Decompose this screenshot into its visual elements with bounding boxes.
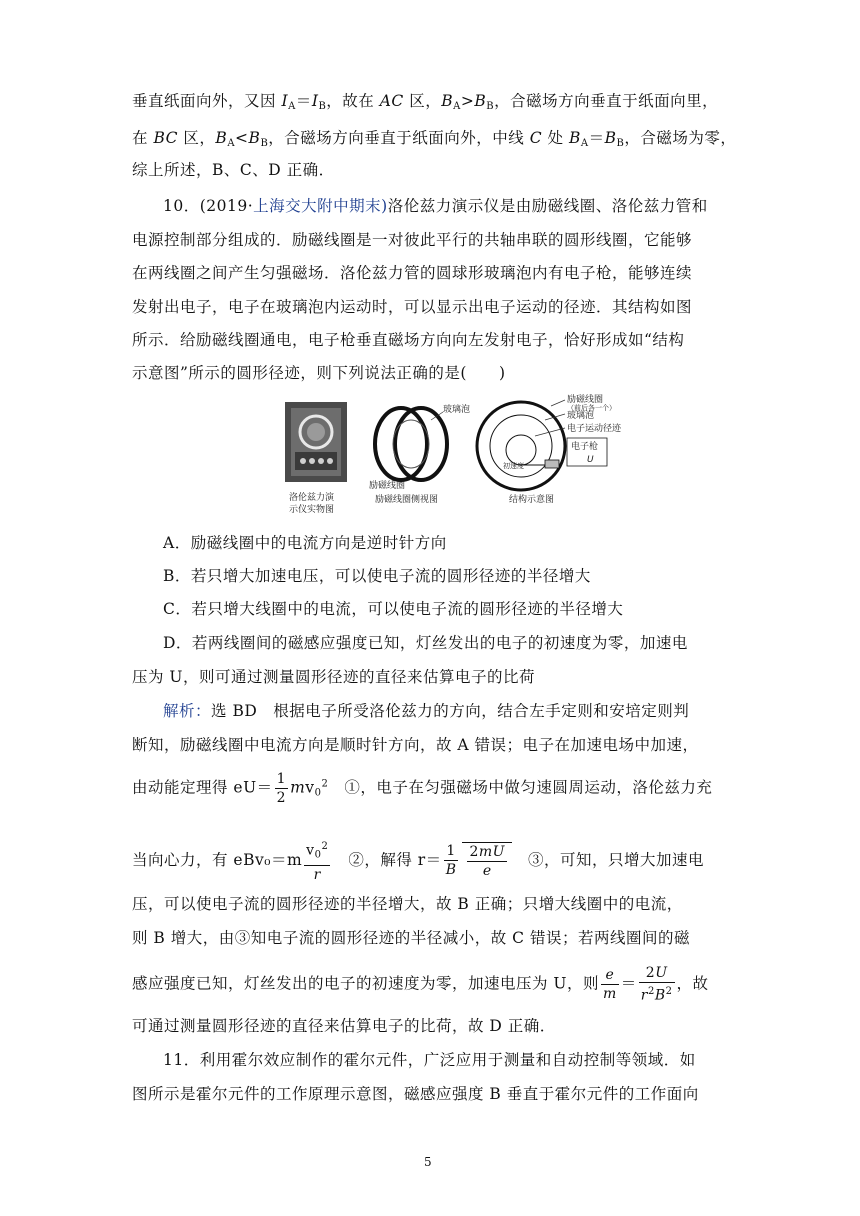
analysis-line-1 (163, 700, 689, 722)
text-line-1: 垂直纸面向外，又因 $I_A=I_B$，故在 AC 区，$B_A>B_B$，合磁场方向垂直于纸面向里， (132, 92, 719, 112)
question-number: 10．(2019· (163, 197, 254, 215)
option-d-line-1: D．若两线圈间的磁感应强度已知，灯丝发出的电子的初速度为零，加速电 (163, 634, 688, 652)
label-glass-bulb: 玻璃泡 (443, 405, 471, 415)
analysis-text: 由动能定理得 eU＝ (132, 778, 273, 797)
label-voltage: U (587, 455, 594, 465)
label-coil-note: （前后各一个） (567, 404, 616, 412)
apparatus-photo (285, 402, 347, 482)
option-d-line-2: 压为 U，则可通过测量圆形径迹的直径来估算电子的比荷 (132, 668, 535, 686)
question-stem: 洛伦兹力演示仪是由励磁线圈、洛伦兹力管和 (387, 197, 708, 215)
question-10-line-6: 示意图”所示的圆形径迹，则下列说法正确的是( ) (132, 364, 506, 382)
option-c: C．若只增大线圈中的电流，可以使电子流的圆形径迹的半径增大 (163, 600, 624, 618)
analysis-line-3: 由动能定理得 eU＝ $\frac{1}{2}$ $mv_0^2$ ①，电子在匀强磁场中做匀速圆周运动，洛伦兹力充 (132, 771, 713, 806)
text-line-3: 综上所述，B、C、D 正确． (132, 161, 335, 179)
figure-svg (283, 395, 622, 522)
analysis-line-5: 压，可以使电子流的圆形径迹的半径增大，故 B 正确；只增大线圈中的电流， (132, 895, 683, 913)
analysis-line-2: 断知，励磁线圈中电流方向是顺时针方向，故 A 错误；电子在加速电场中加速， (132, 736, 699, 754)
fraction-v0sq-over-r: $\frac{v_0^2}{r}$ (304, 838, 330, 884)
question-10-line-1 (163, 195, 708, 217)
side-view-caption: 励磁线圈侧视图 (375, 495, 439, 505)
fraction-e-over-m: $\frac{e}{m}$ (603, 966, 617, 1002)
question-10-line-5: 所示．给励磁线圈通电，电子枪垂直磁场方向向左发射电子，恰好形成如“结构 (132, 331, 685, 349)
label-electron-path: 电子运动径迹 (567, 424, 622, 434)
analysis-text: ③，可知，只增大加速电 (511, 850, 704, 869)
option-a: A．励磁线圈中的电流方向是逆时针方向 (163, 534, 447, 552)
coil-side-view (375, 408, 447, 480)
photo-caption-1: 洛伦兹力演 (289, 493, 335, 503)
label-electron-gun: 电子枪 (571, 442, 599, 452)
label-initial-velocity: 初速度 (503, 462, 524, 470)
question-11-line-2: 图所示是霍尔元件的工作原理示意图，磁感应强度 B 垂直于霍尔元件的工作面向 (132, 1085, 699, 1103)
question-10-line-2: 电源控制部分组成的．励磁线圈是一对彼此平行的共轴串联的圆形线圈，它能够 (132, 231, 693, 249)
lorentz-force-demo-figure (283, 395, 622, 522)
sqrt-expression: $\frac{2mU}{e}$ (462, 842, 512, 880)
analysis-line-8: 可通过测量圆形径迹的直径来估算电子的比荷，故 D 正确． (132, 1017, 556, 1035)
analysis-text: 选 BD 根据电子所受洛伦兹力的方向，结合左手定则和安培定则判 (211, 702, 690, 720)
analysis-text: 当向心力，有 eBv₀＝m (132, 850, 303, 869)
option-b: B．若只增大加速电压，可以使电子流的圆形径迹的半径增大 (163, 567, 591, 585)
photo-caption-2: 示仪实物图 (289, 505, 335, 515)
question-11-line-1: 11．利用霍尔效应制作的霍尔元件，广泛应用于测量和自动控制等领域．如 (163, 1051, 696, 1069)
analysis-text: 感应强度已知，灯丝发出的电子的初速度为零，加速电压为 U，则 (132, 974, 599, 993)
text-line-2: 在 BC 区，$B_A<B_B$，合磁场方向垂直于纸面向外，中线 C 处 $B_A=B_B$，合磁场为零， (132, 129, 737, 149)
label-glass-struct: 玻璃泡 (567, 411, 595, 421)
analysis-text: ②，解得 r＝ (332, 850, 442, 869)
label-coil: 励磁线圈 (369, 481, 406, 491)
analysis-line-7: 感应强度已知，灯丝发出的电子的初速度为零，加速电压为 U，则 $\frac{e}{m}$ ＝ $\frac{2U}{r^2B^2}$ ，故 (132, 965, 709, 1004)
question-10-line-3: 在两线圈之间产生匀强磁场．洛伦兹力管的圆球形玻璃泡内有电子枪，能够连续 (132, 264, 693, 282)
fraction-one-half: $\frac{1}{2}$ (276, 771, 287, 806)
analysis-line-6: 则 B 增大，由③知电子流的圆形径迹的半径减小，故 C 错误；若两线圈间的磁 (132, 929, 690, 947)
analysis-line-4 (132, 838, 704, 884)
analysis-label: 解析： (163, 702, 212, 720)
label-coil-struct: 励磁线圈 (567, 395, 604, 405)
question-source: 上海交大附中期末) (253, 197, 388, 215)
fraction-2u-over-r2b2: $\frac{2U}{r^2B^2}$ (640, 965, 673, 1004)
fraction-one-over-b: $\frac{1}{B}$ (445, 843, 457, 879)
analysis-text: ，故 (676, 974, 709, 993)
structure-caption: 结构示意图 (509, 495, 555, 505)
analysis-text: ①，电子在匀强磁场中做匀速圆周运动，洛伦兹力充 (328, 778, 713, 797)
page-number: 5 (424, 1155, 432, 1169)
question-10-line-4: 发射出电子，电子在玻璃泡内运动时，可以显示出电子运动的径迹．其结构如图 (132, 298, 693, 316)
